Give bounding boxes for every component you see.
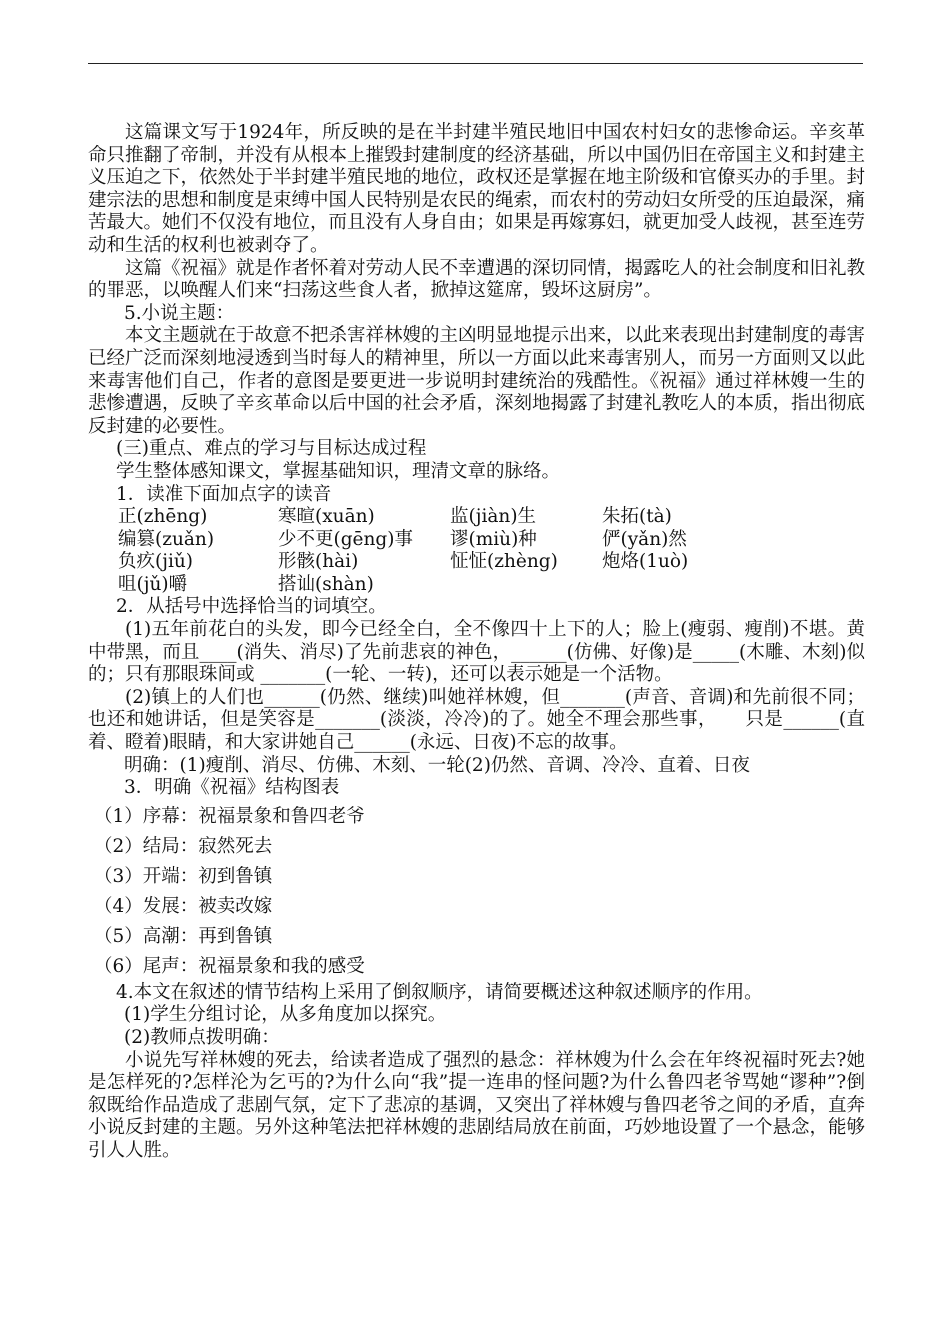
question-3: 3．明确《祝福》结构图表 — [124, 777, 340, 799]
question-4: 4.本文在叙述的情节结构上采用了倒叙顺序，请简要概述这种叙述顺序的作用。 — [116, 981, 763, 1003]
question-2-item-1: (1)五年前花白的头发，即今已经全白，全不像四十上下的人；脸上(瘦弱、瘦削)不堪。黄中带黑，而且____(消失、消尽)了先前悲哀的神色，______(仿佛、好像)是_____(木雕、木刻)似的；只有那眼珠间或 _______(一轮、一转)，还可以表示她是一个活物。 — [88, 619, 865, 686]
pinyin-item: 编篡(zuǎn) — [118, 528, 215, 550]
pinyin-item: 监(jiàn)生 — [450, 506, 537, 528]
pinyin-item: 朱拓(tà) — [602, 506, 672, 528]
pinyin-item: 正(zhēng) — [118, 506, 208, 528]
document-body — [88, 122, 865, 1163]
pinyin-item: 谬(miù)种 — [450, 528, 537, 550]
background-paragraph-2: 这篇《祝福》就是作者怀着对劳动人民不幸遭遇的深切同情，揭露吃人的社会制度和旧礼教的罪恶，以唤醒人们来“扫荡这些食人者，掀掉这筵席，毁坏这厨房”。 — [88, 257, 866, 302]
question-2-item-2: (2)镇上的人们也______(仍然、继续)叫她祥林嫂，但_______(声音、音调)和先前很不同；也还和她讲话，但是笑容是_______(淡淡，冷冷)的了。她全不理会那些事， 只是______(直着、瞪着)眼睛，和大家讲她自己______(永远、日夜)不忘的故事。 — [88, 686, 866, 754]
pinyin-item: 寒暄(xuān) — [278, 506, 375, 528]
pinyin-table — [88, 506, 865, 596]
question-4-step-1: (1)学生分组讨论，从多角度加以探究。 — [124, 1004, 447, 1026]
pinyin-item — [602, 574, 802, 597]
structure-list — [88, 802, 865, 982]
pinyin-item: 炮烙(1uò) — [602, 551, 689, 573]
section-3-heading: (三)重点、难点的学习与目标达成过程 — [116, 438, 427, 460]
pinyin-item: 少不更(gēng)事 — [278, 528, 413, 550]
structure-item: （2）结局：寂然死去 — [94, 835, 273, 857]
theme-heading: 5.小说主题： — [124, 302, 235, 324]
theme-paragraph: 本文主题就在于故意不把杀害祥林嫂的主凶明显地提示出来，以此来表现出封建制度的毒害已经广泛而深刻地浸透到当时每人的精神里，所以一方面以此来毒害别人，而另一方面则又以此来毒害他们自己，作者的意图是要更进一步说明封建统治的残酷性。《祝福》通过祥林嫂一生的悲惨遭遇，反映了辛亥革命以后中国的社会矛盾，深刻地揭露了封建礼教吃人的本质，指出彻底反封建的必要性。 — [88, 325, 866, 437]
question-1: 1．读准下面加点字的读音 — [116, 483, 332, 505]
structure-item: （3）开端：初到鲁镇 — [94, 865, 273, 887]
question-4-explanation: 小说先写祥林嫂的死去，给读者造成了强烈的悬念：祥林嫂为什么会在年终祝福时死去?她是怎样死的?怎样沦为乞丐的?为什么向“我”提一连串的怪问题?为什么鲁四老爷骂她“谬种”?倒叙既给作品造成了悲剧气氛，定下了悲凉的基调，又突出了祥林嫂与鲁四老爷之间的矛盾，直奔小说反封建的主题。另外这种笔法把祥林嫂的悲剧结局放在前面，巧妙地设置了一个悬念，能够引人人胜。 — [88, 1049, 866, 1161]
structure-item: （6）尾声：祝福景象和我的感受 — [94, 955, 365, 977]
question-2-answer: 明确：(1)瘦削、消尽、仿佛、木刻、一轮(2)仍然、音调、冷冷、直着、日夜 — [124, 754, 750, 776]
pinyin-item: 俨(yǎn)然 — [602, 528, 687, 550]
background-paragraph-1: 这篇课文写于1924年，所反映的是在半封建半殖民地旧中国农村妇女的悲惨命运。辛亥革命只推翻了帝制，并没有从根本上摧毁封建制度的经济基础，所以中国仍旧在帝国主义和封建主义压迫之下，依然处于半封建半殖民地的地位，政权还是掌握在地主阶级和官僚买办的手里。封建宗法的思想和制度是束缚中国人民特别是农民的绳索，而农村的劳动妇女所受的压迫最深，痛苦最大。她们不仅没有地位，而且没有人身自由；如果是再嫁寡妇，就更加受人歧视，甚至连劳动和生活的权利也被剥夺了。 — [88, 122, 866, 256]
question-2: 2．从括号中选择恰当的词填空。 — [116, 596, 387, 618]
pinyin-item: 负疚(jiǔ) — [118, 551, 194, 573]
pinyin-item: 形骸(hài) — [278, 551, 359, 573]
pinyin-item: 怔怔(zhèng) — [450, 551, 558, 573]
section-3-intro: 学生整体感知课文，掌握基础知识，理清文章的脉络。 — [116, 460, 561, 482]
structure-item: （1）序幕：祝福景象和鲁四老爷 — [94, 805, 365, 827]
structure-item: （4）发展：被卖改嫁 — [94, 895, 273, 917]
pinyin-item — [450, 574, 602, 597]
question-4-step-2: (2)教师点拨明确： — [124, 1027, 280, 1048]
structure-item: （5）高潮：再到鲁镇 — [94, 925, 273, 947]
header-rule — [88, 63, 863, 64]
pinyin-item: 咀(jǔ)嚼 — [118, 573, 188, 595]
pinyin-item: 搭讪(shàn) — [278, 573, 374, 595]
